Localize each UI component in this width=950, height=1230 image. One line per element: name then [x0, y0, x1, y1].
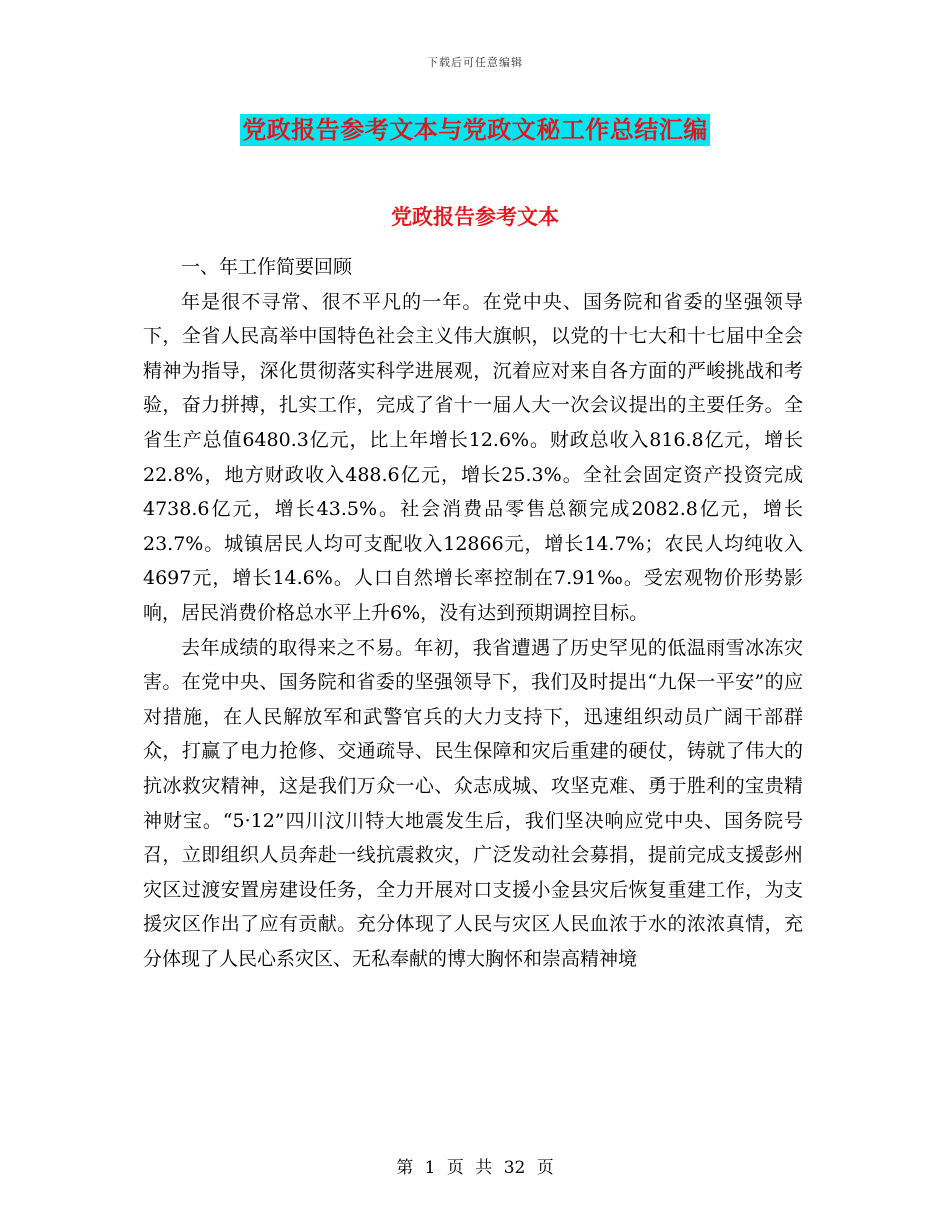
document-body — [143, 250, 803, 976]
document-title: 党政报告参考文本与党政文秘工作总结汇编 — [242, 115, 708, 144]
body-paragraph-1: 年是很不寻常、很不平凡的一年。在党中央、国务院和省委的坚强领导下，全省人民高举中国特色社会主义伟大旗帜，以党的十七大和十七届中全会精神为指导，深化贯彻落实科学进展观，沉着应对来自各方面的严峻挑战和考验，奋力拼搏，扎实工作，完成了省十一届人大一次会议提出的主要任务。全省生产总值6480.3亿元，比上年增长12.6%。财政总收入816.8亿元，增长22.8%，地方财政收入488.6亿元，增长25.3%。全社会固定资产投资完成4738.6亿元，增长43.5%。社会消费品零售总额完成2082.8亿元，增长23.7%。城镇居民人均可支配收入12866元，增长14.7%；农民人均纯收入4697元，增长14.6%。人口自然增长率控制在7.91‰。受宏观物价形势影响，居民消费价格总水平上升6%，没有达到预期调控目标。 — [143, 290, 803, 624]
section-subheading: 一、年工作简要回顾 — [181, 256, 353, 278]
body-paragraph-2: 去年成绩的取得来之不易。年初，我省遭遇了历史罕见的低温雨雪冰冻灾害。在党中央、国务院和省委的坚强领导下，我们及时提出“九保一平安”的应对措施，在人民解放军和武警官兵的大力支持下，迅速组织动员广阔干部群众，打赢了电力抢修、交通疏导、民生保障和灾后重建的硬仗，铸就了伟大的抗冰救灾精神，这是我们万众一心、众志成城、攻坚克难、勇于胜利的宝贵精神财宝。“5·12”四川汶川特大地震发生后，我们坚决响应党中央、国务院号召，立即组织人员奔赴一线抗震救灾，广泛发动社会募捐，提前完成支援彭州灾区过渡安置房建设任务，全力开展对口支援小金县灾后恢复重建工作，为支援灾区作出了应有贡献。充分体现了人民与灾区人民血浓于水的浓浓真情，充分体现了人民心系灾区、无私奉献的博大胸怀和崇高精神境 — [143, 636, 803, 970]
section-title: 党政报告参考文本 — [391, 204, 559, 229]
document-title-container — [0, 114, 950, 146]
page-number-footer: 第 1 页 共 32 页 — [396, 1158, 554, 1178]
page-header-note: 下载后可任意编辑 — [427, 56, 523, 69]
